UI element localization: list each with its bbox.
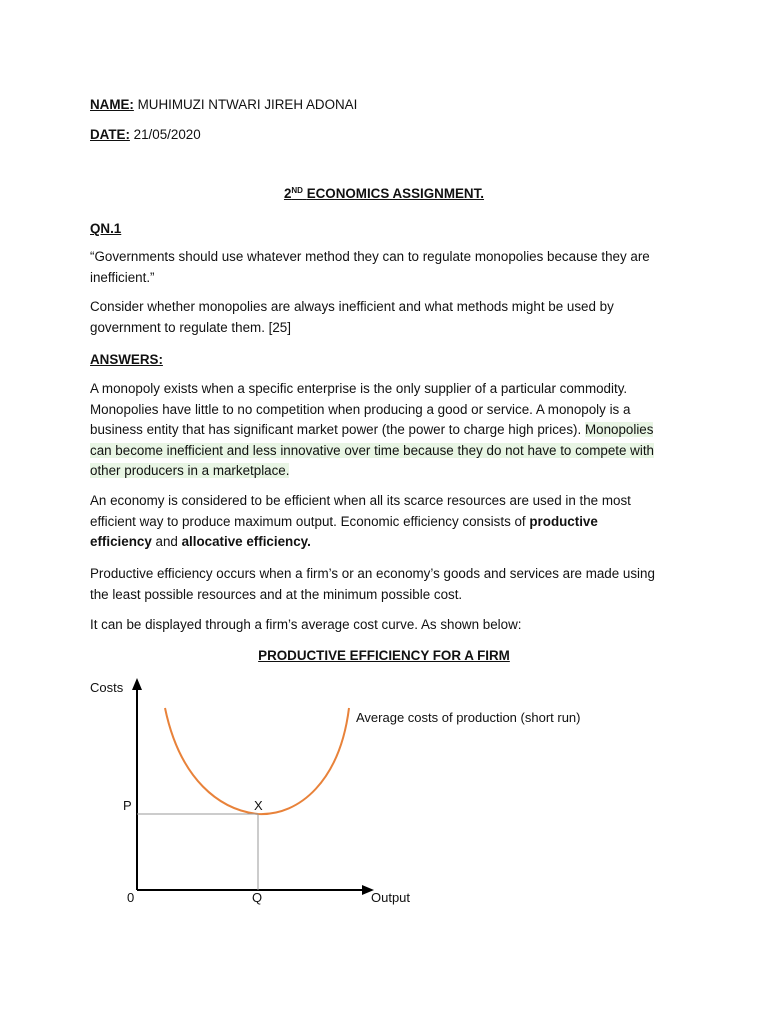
- figure-title: PRODUCTIVE EFFICIENCY FOR A FIRM: [258, 648, 510, 663]
- productive-efficiency-diagram: [0, 670, 768, 920]
- date-value: 21/05/2020: [133, 127, 201, 142]
- answer-paragraph-4: It can be displayed through a firm’s average cost curve. As shown below:: [90, 617, 522, 632]
- y-axis-arrow: [132, 678, 142, 690]
- answer-paragraph-3: Productive efficiency occurs when a firm’s or an economy’s goods and services are made using the least possible resources and at the minimum possible cost.: [90, 566, 655, 602]
- assignment-title: 2ND ECONOMICS ASSIGNMENT.: [283, 186, 485, 201]
- curve-label: Average costs of production (short run): [356, 710, 581, 725]
- answer-paragraph-1: A monopoly exists when a specific enterprise is the only supplier of a particular commodity. Monopolies have little to no competition when producing a good or service. A monopoly is a business entity that has significant market power (the power to charge high prices). Monopolies can become inefficient and less innovative over time because they do not have to compete with other producers in a marketplace.: [90, 381, 654, 479]
- name-line: [90, 94, 357, 115]
- date-line: [90, 124, 201, 145]
- name-value: MUHIMUZI NTWARI JIREH ADONAI: [137, 97, 358, 112]
- answers-label: ANSWERS:: [90, 352, 163, 367]
- date-label: DATE:: [90, 127, 130, 142]
- question-prompt: Consider whether monopolies are always inefficient and what methods might be used by government to regulate them. [25]: [90, 299, 614, 335]
- x-axis-label: Output: [371, 890, 411, 905]
- answer-paragraph-2: An economy is considered to be efficient when all its scarce resources are used in the most efficient way to produce maximum output. Economic efficiency consists of productive efficiency and allocative efficiency.: [90, 493, 631, 550]
- price-label: P: [123, 798, 132, 813]
- question-label: QN.1: [90, 221, 122, 236]
- highlighted-text: can become inefficient and less innovative over time because they do not have to compete with: [90, 442, 654, 458]
- name-label: NAME:: [90, 97, 134, 112]
- quantity-label: Q: [252, 890, 263, 905]
- question-quote: “Governments should use whatever method they can to regulate monopolies because they are inefficient.”: [90, 249, 650, 285]
- highlighted-text: other producers in a marketplace.: [90, 463, 290, 479]
- y-axis-label: Costs: [90, 680, 124, 695]
- highlighted-text: Monopolies: [584, 422, 654, 438]
- point-x-label: X: [254, 798, 263, 813]
- origin-label: 0: [127, 890, 135, 905]
